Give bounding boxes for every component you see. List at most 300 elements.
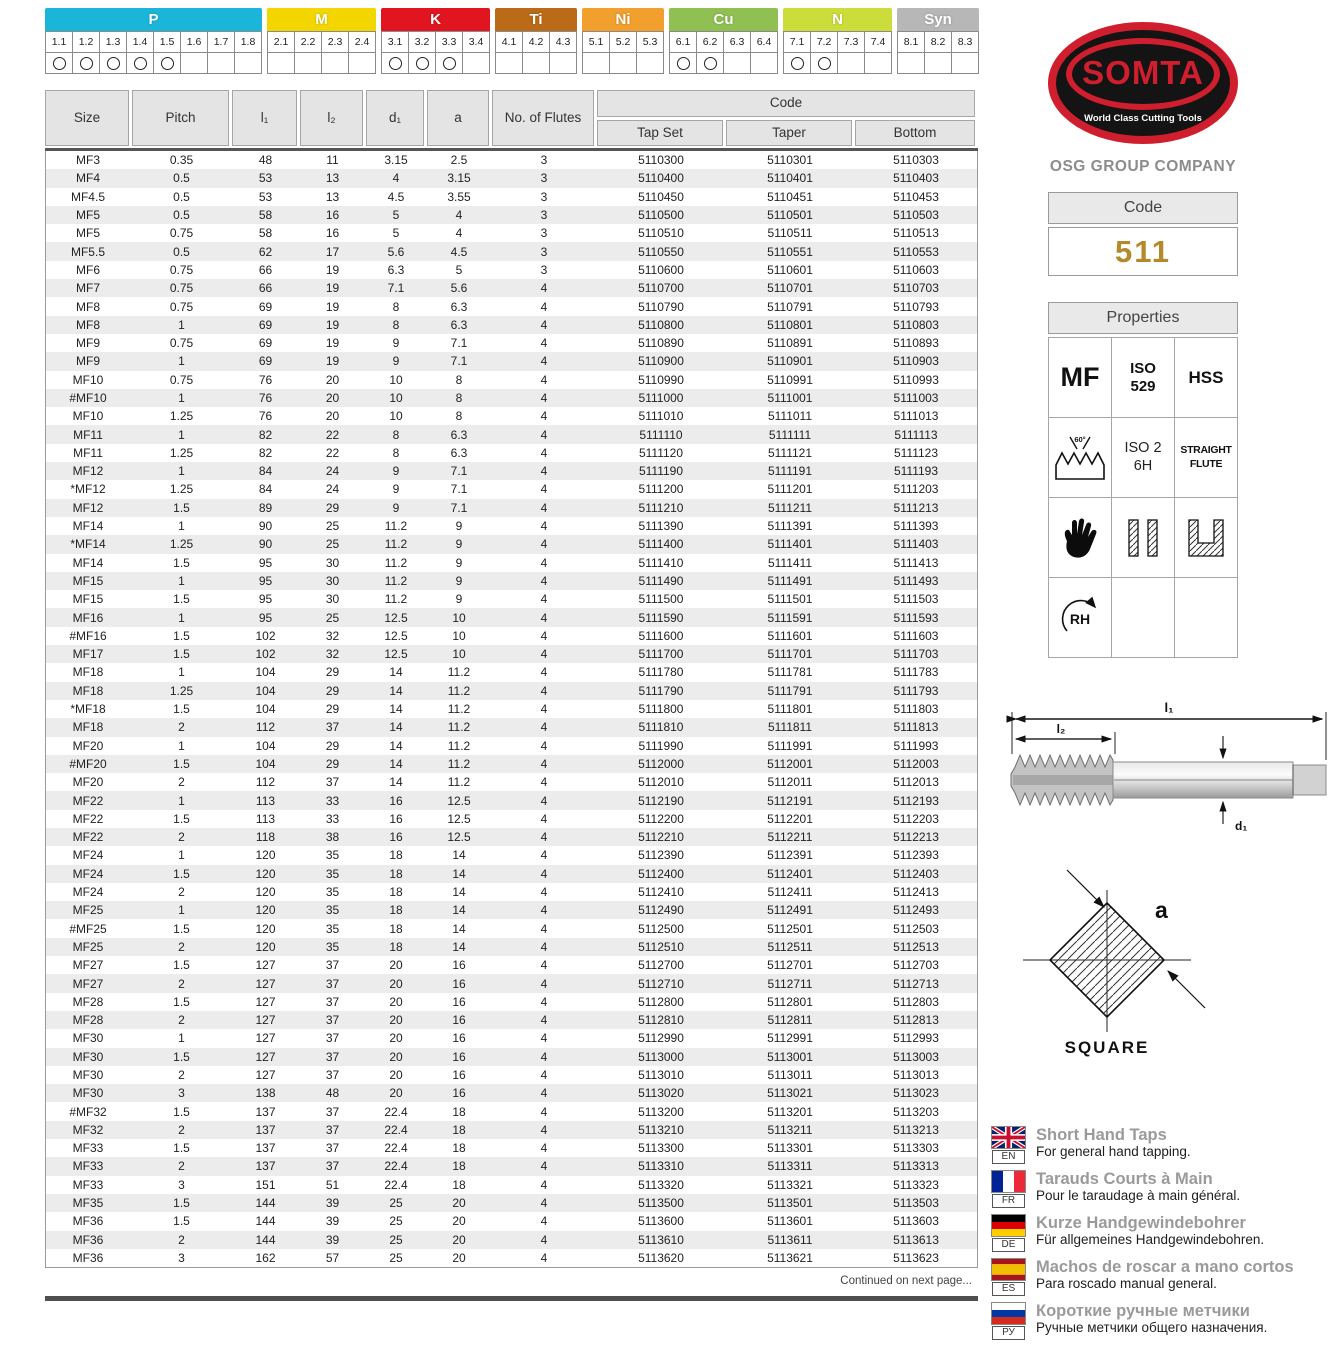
table-cell: MF30 xyxy=(72,1086,104,1101)
table-row xyxy=(46,371,977,389)
table-cell: 102 xyxy=(255,628,276,643)
thread-angle-label: 60° xyxy=(1074,434,1086,444)
table-cell: 35 xyxy=(325,848,340,863)
table-cell: MF36 xyxy=(72,1232,104,1247)
table-cell: 5111811 xyxy=(767,720,813,735)
table-cell: 14 xyxy=(452,903,466,918)
table-cell: 5112191 xyxy=(767,793,813,808)
suitability-empty-2.3 xyxy=(322,53,348,73)
table-cell: 5111813 xyxy=(893,720,939,735)
table-cell: MF14 xyxy=(72,519,104,534)
table-cell: 3 xyxy=(540,189,548,204)
table-cell: 8 xyxy=(392,427,400,442)
table-cell: 5110551 xyxy=(767,244,813,259)
table-cell: 1.5 xyxy=(173,994,190,1009)
table-cell: MF25 xyxy=(72,903,104,918)
suitability-mark-7.2 xyxy=(811,53,837,73)
material-subgroup-8.3: 8.3 xyxy=(952,32,978,52)
table-cell: 1 xyxy=(178,848,185,863)
table-cell: 1.5 xyxy=(173,1196,190,1211)
material-subgroup-3.2: 3.2 xyxy=(409,32,435,52)
table-row xyxy=(46,608,977,626)
material-subgroup-4.3: 4.3 xyxy=(550,32,576,52)
table-cell: 5110300 xyxy=(638,153,684,168)
table-cell: 5111783 xyxy=(893,665,939,680)
table-cell: 4 xyxy=(540,830,548,845)
table-cell: 3.55 xyxy=(447,189,471,204)
table-cell: 2 xyxy=(178,720,185,735)
table-cell: 9 xyxy=(392,482,400,497)
table-cell: MF11 xyxy=(73,445,103,460)
material-subgroup-3.1: 3.1 xyxy=(382,32,408,52)
table-cell: 4 xyxy=(540,1159,548,1174)
table-cell: MF5 xyxy=(76,208,100,223)
table-cell: 4 xyxy=(540,994,548,1009)
table-cell: MF4.5 xyxy=(70,189,105,204)
table-cell: 39 xyxy=(325,1232,340,1247)
table-cell: 0.5 xyxy=(173,189,190,204)
table-cell: 5112213 xyxy=(893,830,939,845)
france-flag-icon xyxy=(991,1170,1026,1193)
table-cell: 5112211 xyxy=(767,830,813,845)
table-cell: 18 xyxy=(452,1122,466,1137)
table-cell: 5111013 xyxy=(893,409,939,424)
table-cell: 24 xyxy=(325,482,340,497)
lang-entry-de xyxy=(990,1214,1338,1252)
table-cell: MF16 xyxy=(72,610,104,625)
table-cell: 5111990 xyxy=(638,738,684,753)
table-cell: 4.5 xyxy=(450,244,468,259)
table-cell: 5110803 xyxy=(893,317,939,332)
table-cell: 12.5 xyxy=(447,811,471,826)
table-cell: 5111501 xyxy=(767,592,813,607)
table-cell: MF30 xyxy=(72,1067,104,1082)
table-cell: 2 xyxy=(178,1232,185,1247)
suitability-empty-8.1 xyxy=(898,53,924,73)
circle-mark-icon xyxy=(134,57,147,70)
table-cell: MF24 xyxy=(72,866,104,881)
table-cell: 3 xyxy=(540,171,548,186)
table-row xyxy=(46,755,977,773)
suitability-mark-6.1 xyxy=(670,53,696,73)
table-cell: 2 xyxy=(178,1013,185,1028)
table-cell: 5.6 xyxy=(387,244,405,259)
table-cell: 5111600 xyxy=(638,628,684,643)
table-cell: 5113611 xyxy=(767,1232,813,1247)
table-cell: 5111200 xyxy=(638,482,684,497)
table-cell: 5110891 xyxy=(767,336,813,351)
table-cell: 5113301 xyxy=(767,1141,813,1156)
table-cell: 69 xyxy=(258,354,273,369)
table-cell: 20 xyxy=(452,1232,466,1247)
table-row xyxy=(46,645,977,663)
table-row xyxy=(46,352,977,370)
table-cell: 8 xyxy=(455,391,463,405)
table-cell: 5110303 xyxy=(893,153,939,168)
material-group-label: Ti xyxy=(495,8,577,31)
table-cell: 2 xyxy=(178,1067,185,1082)
thread-profile-icon xyxy=(1049,418,1111,497)
table-cell: MF35 xyxy=(72,1196,104,1211)
table-cell: 4 xyxy=(540,519,548,534)
table-cell: 17 xyxy=(325,244,340,259)
table-cell: 5113213 xyxy=(893,1122,939,1137)
table-cell: 5111000 xyxy=(638,391,684,405)
table-cell: 19 xyxy=(325,281,340,296)
table-cell: 5110403 xyxy=(893,171,939,186)
table-cell: 4 xyxy=(540,391,548,405)
table-cell: MF27 xyxy=(72,976,104,991)
table-cell: 138 xyxy=(255,1086,276,1101)
table-cell: 5111110 xyxy=(639,427,683,442)
lang-title: Tarauds Courts à Main xyxy=(1036,1170,1213,1188)
table-cell: #MF20 xyxy=(69,756,107,771)
lang-entry-ru xyxy=(990,1302,1338,1340)
table-cell: 4 xyxy=(540,1177,548,1192)
table-cell: 37 xyxy=(325,1159,340,1174)
table-cell: 4 xyxy=(540,1214,548,1229)
table-cell: 20 xyxy=(452,1214,466,1229)
table-cell: 104 xyxy=(255,683,276,698)
table-cell: 0.35 xyxy=(169,153,194,168)
table-cell: 5111193 xyxy=(893,464,939,479)
table-cell: 2 xyxy=(178,775,185,790)
table-cell: 18 xyxy=(389,885,403,900)
table-cell: 5113020 xyxy=(638,1086,684,1101)
table-cell: 5112413 xyxy=(893,885,939,900)
table-cell: 1 xyxy=(178,665,185,680)
table-cell: 4 xyxy=(540,756,548,771)
table-cell: 0.75 xyxy=(169,372,194,387)
table-cell: 5113310 xyxy=(638,1159,684,1174)
table-cell: 37 xyxy=(325,1104,340,1119)
table-cell: 5112490 xyxy=(638,903,684,918)
table-cell: 29 xyxy=(325,500,340,515)
table-cell: 9 xyxy=(392,336,400,351)
tap-drawing xyxy=(995,692,1335,869)
table-cell: 16 xyxy=(452,1031,466,1046)
tolerance-label: ISO 2 6H xyxy=(1124,440,1162,474)
table-cell: 5111403 xyxy=(893,537,939,552)
table-cell: 33 xyxy=(325,793,340,808)
table-cell: 4 xyxy=(540,1232,548,1247)
table-cell: 5110450 xyxy=(638,189,684,204)
material-subgroup-1.7: 1.7 xyxy=(208,32,234,52)
lang-subtitle: Pour le taraudage à main général. xyxy=(1036,1188,1241,1204)
table-cell: 14 xyxy=(452,848,466,863)
table-cell: 5111500 xyxy=(638,592,684,607)
table-cell: 4 xyxy=(540,336,548,351)
table-cell: 127 xyxy=(255,1049,276,1064)
table-row xyxy=(46,791,977,809)
table-cell: 29 xyxy=(325,756,340,771)
table-row xyxy=(46,572,977,590)
table-cell: 127 xyxy=(255,1067,276,1082)
table-row xyxy=(46,1029,977,1047)
table-cell: MF33 xyxy=(72,1177,104,1192)
table-cell: 20 xyxy=(325,409,340,424)
table-cell: 2 xyxy=(178,1122,185,1137)
table-cell: 16 xyxy=(452,1013,466,1028)
table-cell: 95 xyxy=(258,555,273,570)
table-cell: 9 xyxy=(392,464,400,479)
table-cell: 5111603 xyxy=(893,628,939,643)
table-cell: 127 xyxy=(255,1031,276,1046)
table-cell: 25 xyxy=(325,537,340,552)
suitability-empty-4.1 xyxy=(496,53,522,73)
table-cell: 9 xyxy=(455,519,463,534)
table-cell: 12.5 xyxy=(384,610,408,625)
table-cell: 30 xyxy=(325,573,340,588)
table-cell: *MF12 xyxy=(70,482,106,497)
table-cell: 14 xyxy=(389,775,403,790)
table-cell: 5110800 xyxy=(638,317,684,332)
table-row xyxy=(46,261,977,279)
table-cell: 5110400 xyxy=(638,171,684,186)
table-cell: 5110890 xyxy=(638,336,684,351)
table-cell: 5111010 xyxy=(638,409,684,424)
table-cell: 1.5 xyxy=(173,866,190,881)
table-cell: 11.2 xyxy=(447,665,471,680)
suitability-empty-2.2 xyxy=(295,53,321,73)
suitability-empty-8.2 xyxy=(925,53,951,73)
table-cell: 20 xyxy=(389,1086,403,1101)
table-cell: 4 xyxy=(540,866,548,881)
table-cell: 5112710 xyxy=(638,976,684,991)
table-row xyxy=(46,627,977,645)
table-cell: MF12 xyxy=(72,500,104,515)
table-cell: 0.5 xyxy=(173,244,190,259)
table-cell: 37 xyxy=(325,1013,340,1028)
table-cell: 14 xyxy=(389,683,403,698)
table-cell: 1.5 xyxy=(173,756,190,771)
table-cell: 120 xyxy=(255,921,276,936)
table-cell: 10 xyxy=(389,372,403,387)
table-cell: MF17 xyxy=(72,647,104,662)
table-cell: 5 xyxy=(392,208,400,223)
table-cell: 5112501 xyxy=(767,921,813,936)
table-cell: 5113200 xyxy=(638,1104,684,1119)
table-cell: 4 xyxy=(540,976,548,991)
table-cell: 3.15 xyxy=(447,171,471,186)
table-cell: 22.4 xyxy=(384,1177,408,1192)
table-cell: 19 xyxy=(325,317,340,332)
page-bottom-rule xyxy=(45,1296,978,1301)
table-cell: 5110993 xyxy=(893,372,939,387)
table-cell: MF9 xyxy=(76,336,100,351)
table-cell: MF20 xyxy=(72,738,104,753)
table-body xyxy=(45,151,978,1268)
table-cell: 5111780 xyxy=(638,665,684,680)
table-row xyxy=(46,810,977,828)
table-cell: 5112703 xyxy=(893,958,939,973)
table-cell: 5113621 xyxy=(767,1250,813,1265)
table-cell: 6.3 xyxy=(450,427,468,442)
table-cell: 5110603 xyxy=(893,262,939,277)
table-cell: 12.5 xyxy=(384,647,408,662)
table-cell: 1.25 xyxy=(169,683,194,698)
circle-mark-icon xyxy=(677,57,690,70)
table-cell: 127 xyxy=(255,1013,276,1028)
table-cell: 33 xyxy=(325,811,340,826)
table-row xyxy=(46,169,977,187)
table-cell: 5111703 xyxy=(893,647,939,662)
table-cell: 104 xyxy=(255,756,276,771)
table-cell: 4 xyxy=(540,665,548,680)
material-group-N xyxy=(783,8,892,74)
table-cell: 53 xyxy=(258,189,273,204)
table-cell: MF4 xyxy=(76,171,100,186)
continued-note: Continued on next page... xyxy=(840,1275,972,1288)
table-cell: 104 xyxy=(255,665,276,680)
table-cell: 5112000 xyxy=(638,756,684,771)
material-subgroup-1.5: 1.5 xyxy=(154,32,180,52)
material-application-bar xyxy=(45,8,979,74)
table-cell: 120 xyxy=(255,885,276,900)
table-cell: 104 xyxy=(255,702,276,717)
table-cell: 9 xyxy=(392,354,400,369)
table-cell: 4 xyxy=(540,885,548,900)
table-cell: 5111121 xyxy=(767,445,813,460)
material-subgroup-4.2: 4.2 xyxy=(523,32,549,52)
table-cell: 1.25 xyxy=(169,445,194,460)
table-cell: 95 xyxy=(258,573,273,588)
table-cell: 5110301 xyxy=(767,153,813,168)
table-cell: 11.2 xyxy=(447,683,471,698)
table-row xyxy=(46,938,977,956)
material-group-label: K xyxy=(381,8,490,31)
table-cell: 5111401 xyxy=(767,537,813,552)
table-cell: 62 xyxy=(258,244,273,259)
table-cell: 8 xyxy=(455,372,463,387)
material-label: HSS xyxy=(1188,367,1224,387)
table-cell: 5113001 xyxy=(767,1049,813,1064)
table-cell: 1.5 xyxy=(173,628,190,643)
table-cell: 4 xyxy=(540,921,548,936)
material-subgroup-7.2: 7.2 xyxy=(811,32,837,52)
table-row xyxy=(46,279,977,297)
table-cell: MF8 xyxy=(76,317,100,332)
table-cell: 5 xyxy=(455,262,463,277)
table-cell: #MF16 xyxy=(69,628,107,643)
table-cell: 35 xyxy=(325,866,340,881)
table-cell: 1 xyxy=(178,427,185,442)
table-cell: 14 xyxy=(389,702,403,717)
table-cell: 4 xyxy=(540,1104,548,1119)
table-cell: 5110991 xyxy=(767,372,813,387)
table-cell: 1.25 xyxy=(169,409,194,424)
table-cell: 0.75 xyxy=(169,336,194,351)
table-cell: #MF32 xyxy=(69,1104,107,1119)
table-cell: 5113320 xyxy=(638,1177,684,1192)
table-cell: 25 xyxy=(325,610,340,625)
table-cell: 69 xyxy=(258,336,273,351)
table-cell: 12.5 xyxy=(384,628,408,643)
table-cell: 11 xyxy=(326,153,339,168)
suitability-empty-7.4 xyxy=(865,53,891,73)
table-cell: 5113211 xyxy=(767,1122,813,1137)
table-cell: 5111410 xyxy=(638,555,684,570)
column-header: d₁ xyxy=(366,90,424,146)
table-cell: MF18 xyxy=(72,665,104,680)
table-cell: 0.75 xyxy=(169,262,194,277)
table-cell: 6.3 xyxy=(450,445,468,460)
suitability-empty-5.2 xyxy=(610,53,636,73)
table-cell: MF22 xyxy=(72,830,104,845)
table-row xyxy=(46,718,977,736)
material-group-label: N xyxy=(783,8,892,31)
thread-form-label: MF xyxy=(1060,362,1100,392)
table-cell: 10 xyxy=(452,628,466,643)
column-subheader: Tap Set xyxy=(597,120,723,146)
table-cell: 5110550 xyxy=(638,244,684,259)
table-cell: 14 xyxy=(389,720,403,735)
table-cell: 4 xyxy=(455,226,463,241)
table-cell: 1 xyxy=(178,738,185,753)
material-subgroup-5.1: 5.1 xyxy=(583,32,609,52)
table-cell: 20 xyxy=(389,976,403,991)
table-cell: 4 xyxy=(540,354,548,369)
table-row xyxy=(46,828,977,846)
table-cell: 16 xyxy=(325,226,340,241)
russia-flag-icon xyxy=(991,1302,1026,1325)
table-cell: 5112401 xyxy=(767,866,813,881)
tap-dimension-table xyxy=(45,90,978,1301)
properties-panel xyxy=(1048,302,1238,658)
table-cell: 20 xyxy=(389,994,403,1009)
table-cell: 5113003 xyxy=(893,1049,939,1064)
table-cell: MF7 xyxy=(76,281,100,296)
circle-mark-icon xyxy=(80,57,93,70)
table-cell: 5113021 xyxy=(767,1086,813,1101)
table-cell: 5111393 xyxy=(893,519,939,534)
table-cell: 14 xyxy=(389,738,403,753)
table-cell: 19 xyxy=(325,262,340,277)
table-cell: 29 xyxy=(325,702,340,717)
table-cell: MF36 xyxy=(72,1214,104,1229)
table-cell: 1.5 xyxy=(173,647,190,662)
table-cell: 5111810 xyxy=(638,720,684,735)
table-cell: 4 xyxy=(540,427,548,442)
table-cell: 37 xyxy=(325,1141,340,1156)
table-cell: 5112400 xyxy=(638,866,684,881)
material-subgroup-1.8: 1.8 xyxy=(235,32,261,52)
table-cell: 5111601 xyxy=(767,628,813,643)
table-cell: 5110553 xyxy=(893,244,939,259)
table-cell: 5111800 xyxy=(638,702,684,717)
table-cell: 10 xyxy=(452,610,466,625)
table-cell: 84 xyxy=(258,482,273,497)
table-cell: 104 xyxy=(255,738,276,753)
table-cell: 5112500 xyxy=(638,921,684,936)
lang-entry-es xyxy=(990,1258,1338,1296)
lang-code-badge: EN xyxy=(992,1150,1025,1164)
column-header: Pitch xyxy=(132,90,229,146)
table-cell: 5111111 xyxy=(768,427,812,442)
table-cell: 76 xyxy=(258,391,273,405)
table-cell: 58 xyxy=(258,226,273,241)
table-cell: 9 xyxy=(455,555,463,570)
table-cell: 120 xyxy=(255,939,276,954)
table-cell: 76 xyxy=(258,409,273,424)
table-cell: 37 xyxy=(325,976,340,991)
suitability-empty-6.4 xyxy=(751,53,777,73)
suitability-empty-5.1 xyxy=(583,53,609,73)
right-hand-rotation-icon xyxy=(1049,578,1111,657)
table-cell: 5110701 xyxy=(767,281,813,296)
table-cell: 84 xyxy=(258,464,273,479)
table-cell: 5110900 xyxy=(638,354,684,369)
